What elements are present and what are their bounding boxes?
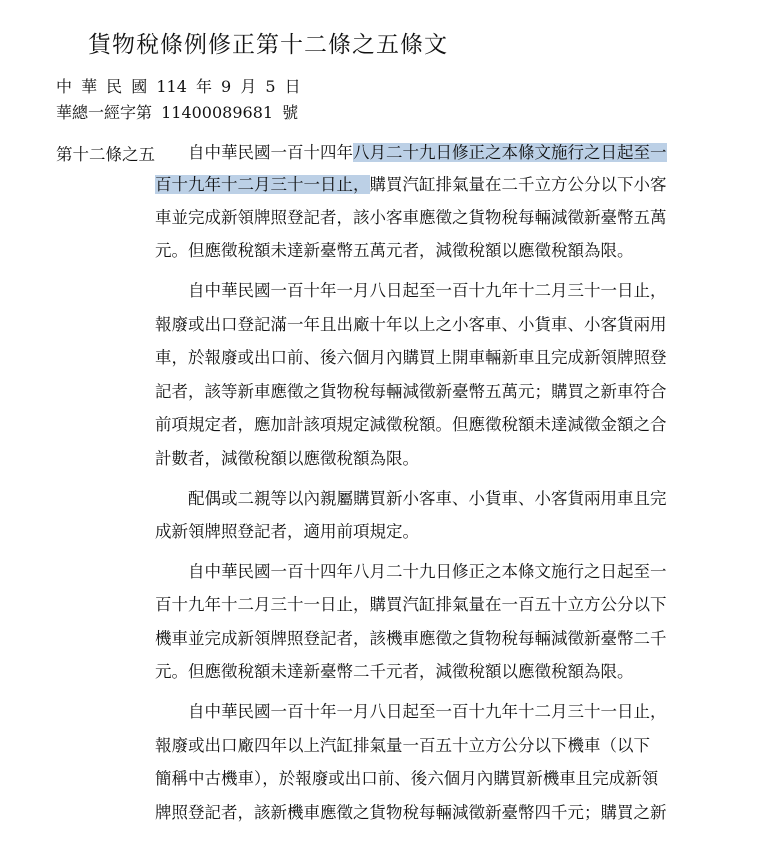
line-text: 報廢或出口廠四年以上汽缸排氣量一百五十立方公分以下機車（以下 (155, 736, 650, 755)
line-text: 自中華民國一百十四年八月二十九日修正之本條文施行之日起至一 (188, 562, 667, 581)
article-line (155, 734, 650, 758)
article-line (155, 801, 667, 825)
highlighted-text: 百十九年十二月三十一日止， (155, 175, 370, 194)
promulgation-date: 中 華 民 國 114 年 9 月 5 日 (56, 77, 301, 96)
line-text: 配偶或二親等以內親屬購買新小客車、小貨車、小客貨兩用車且完 (188, 489, 667, 508)
document-number: 華總一經字第 11400089681 號 (56, 103, 299, 122)
article-line (155, 346, 667, 370)
article-line (155, 313, 667, 337)
line-text: 元。但應徵稅額未達新臺幣二千元者，減徵稅額以應徵稅額為限。 (155, 662, 634, 681)
article-line (155, 593, 667, 617)
line-text: 前項規定者，應加計該項規定減徵稅額。但應徵稅額未達減徵金額之合 (155, 415, 667, 434)
article-line (155, 239, 634, 263)
line-text: 百十九年十二月三十一日止，購買汽缸排氣量在一百五十立方公分以下 (155, 595, 667, 614)
article-line (155, 380, 667, 404)
line-text: 記者，該等新車應徵之貨物稅每輛減徵新臺幣五萬元；購買之新車符合 (155, 382, 667, 401)
line-text: 自中華民國一百十年一月八日起至一百十九年十二月三十一日止， (188, 281, 667, 300)
article-line (155, 767, 658, 791)
article-line (155, 660, 634, 684)
line-text: 機車並完成新領牌照登記者，該機車應徵之貨物稅每輛減徵新臺幣二千 (155, 629, 667, 648)
line-text: 成新領牌照登記者，適用前項規定。 (155, 522, 419, 541)
article-label: 第十二條之五 (56, 145, 155, 164)
article-line (188, 141, 667, 165)
article-line (155, 173, 667, 197)
article-line (188, 700, 667, 724)
line-text: 自中華民國一百十四年 (188, 143, 353, 162)
line-text: 元。但應徵稅額未達新臺幣五萬元者，減徵稅額以應徵稅額為限。 (155, 241, 634, 260)
line-text: 簡稱中古機車），於報廢或出口前、後六個月內購買新機車且完成新領 (155, 769, 659, 788)
article-line (155, 206, 667, 230)
line-text: 車，於報廢或出口前、後六個月內購買上開車輛新車且完成新領牌照登 (155, 348, 667, 367)
article-line (155, 627, 667, 651)
line-text: 購買汽缸排氣量在二千立方公分以下小客 (369, 175, 667, 194)
article-line (155, 413, 667, 437)
article-line (155, 447, 419, 471)
document-title: 貨物稅條例修正第十二條之五條文 (88, 32, 448, 58)
line-text: 牌照登記者，該新機車應徵之貨物稅每輛減徵新臺幣四千元；購買之新 (155, 803, 667, 822)
article-line (188, 279, 667, 303)
line-text: 車並完成新領牌照登記者，該小客車應徵之貨物稅每輛減徵新臺幣五萬 (155, 208, 667, 227)
highlighted-text: 八月二十九日修正之本條文施行之日起至一 (353, 143, 667, 162)
article-line (155, 520, 419, 544)
article-line (188, 560, 667, 584)
article-line (188, 487, 667, 511)
line-text: 自中華民國一百十年一月八日起至一百十九年十二月三十一日止， (188, 702, 667, 721)
line-text: 計數者，減徵稅額以應徵稅額為限。 (155, 449, 419, 468)
line-text: 報廢或出口登記滿一年且出廠十年以上之小客車、小貨車、小客貨兩用 (155, 315, 667, 334)
